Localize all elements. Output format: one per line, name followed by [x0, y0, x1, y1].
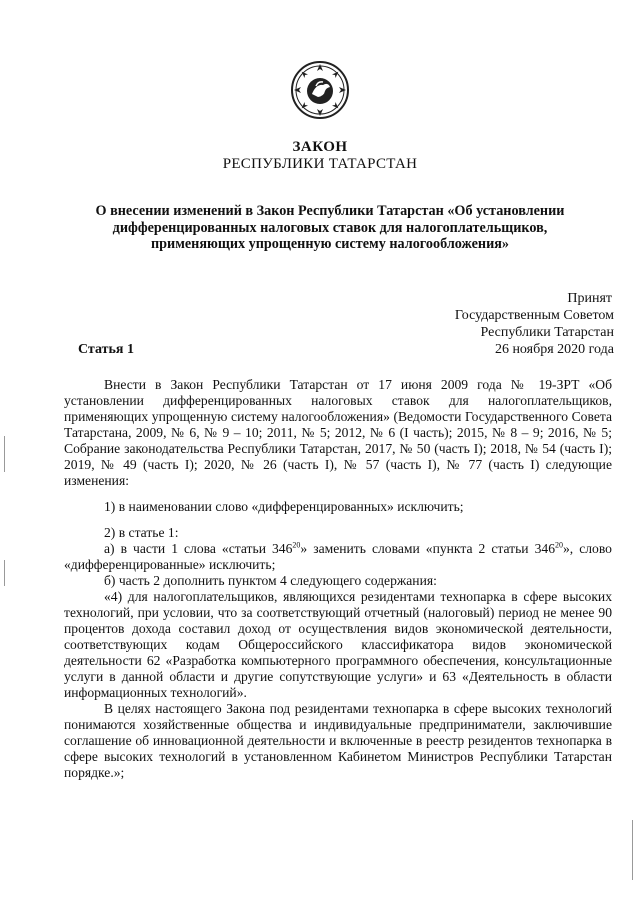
article-title: Статья 1 [78, 342, 134, 357]
margin-line [4, 436, 5, 472]
adoption-date: 26 ноября 2020 года [494, 342, 614, 357]
item-2a [64, 541, 612, 573]
item-2a-part: » заменить словами «пункта 2 статьи 346 [300, 541, 555, 556]
subject-line: применяющих упрощенную систему налогообложения» [150, 236, 510, 252]
margin-line [632, 820, 633, 880]
quoted-definition: В целях настоящего Закона под резидентами технопарка в сфере высоких технологий понимаются хозяйственные общества и индивидуальные предприниматели, заключившие соглашение об инновационной деятельности и включенные в реестр резидентов технопарка в сфере высоких технологий в установленном Кабинетом Министров Республики Татарстан порядке.»; [64, 701, 612, 780]
adopted-line: Государственным Советом [454, 308, 614, 323]
tatarstan-emblem-icon [290, 60, 350, 120]
quoted-point-4: «4) для налогоплательщиков, являющихся резидентами технопарка в сфере высоких технологий, при условии, что за соответствующий отчетный (налоговый) период не менее 90 процентов дохода составил доход от осуществления видов экономической деятельности, соответствующих кодам Общероссийского классификатора видов экономической деятельности 62 «Разработка компьютерного программного обеспечения, консультационные услуги в данной области и другие сопутствующие услуги» и 63 «Деятельность в области информационных технологий». [64, 589, 612, 700]
intro-paragraph: Внести в Закон Республики Татарстан от 17 июня 2009 года № 19-ЗРТ «Об установлении дифференцированных налоговых ставок для налогоплательщиков, применяющих упрощенную систему налогообложения» (Ведомости Государственного Совета Татарстана, 2009, № 6, № 9 – 10; 2011, № 5; 2012, № 6 (I часть); 2015, № 8 – 9; 2016, № 5; Собрание законодательства Республики Татарстан, 2017, № 50 (часть I); 2018, № 54 (часть I); 2019, № 49 (часть I); 2020, № 26 (часть I), № 57 (часть I), № 77 (часть I) следующие изменения: [64, 377, 612, 488]
document-title: ЗАКОН [292, 139, 348, 155]
article-body [64, 377, 612, 781]
superscript: 20 [555, 540, 563, 550]
document-subtitle: РЕСПУБЛИКИ ТАТАРСТАН [222, 156, 418, 172]
superscript: 20 [292, 540, 301, 550]
item-2b: б) часть 2 дополнить пунктом 4 следующего содержания: [104, 573, 437, 588]
adoption-block [354, 290, 614, 358]
adopted-line: Принят [567, 291, 612, 306]
subject-line: О внесении изменений в Закон Республики Татарстан «Об установлении [95, 203, 565, 219]
margin-line [4, 560, 5, 586]
item-2a-part: », слово «дифференцированные» исключить; [64, 541, 612, 572]
adopted-line: Республики Татарстан [480, 325, 614, 340]
item-1: 1) в наименовании слово «дифференцированных» исключить; [104, 499, 464, 514]
law-subject [70, 203, 590, 253]
item-2a-part: а) в части 1 слова «статьи 346 [104, 541, 293, 556]
item-2-title: 2) в статье 1: [104, 525, 179, 540]
subject-line: дифференцированных налоговых ставок для налогоплательщиков, [112, 219, 548, 236]
